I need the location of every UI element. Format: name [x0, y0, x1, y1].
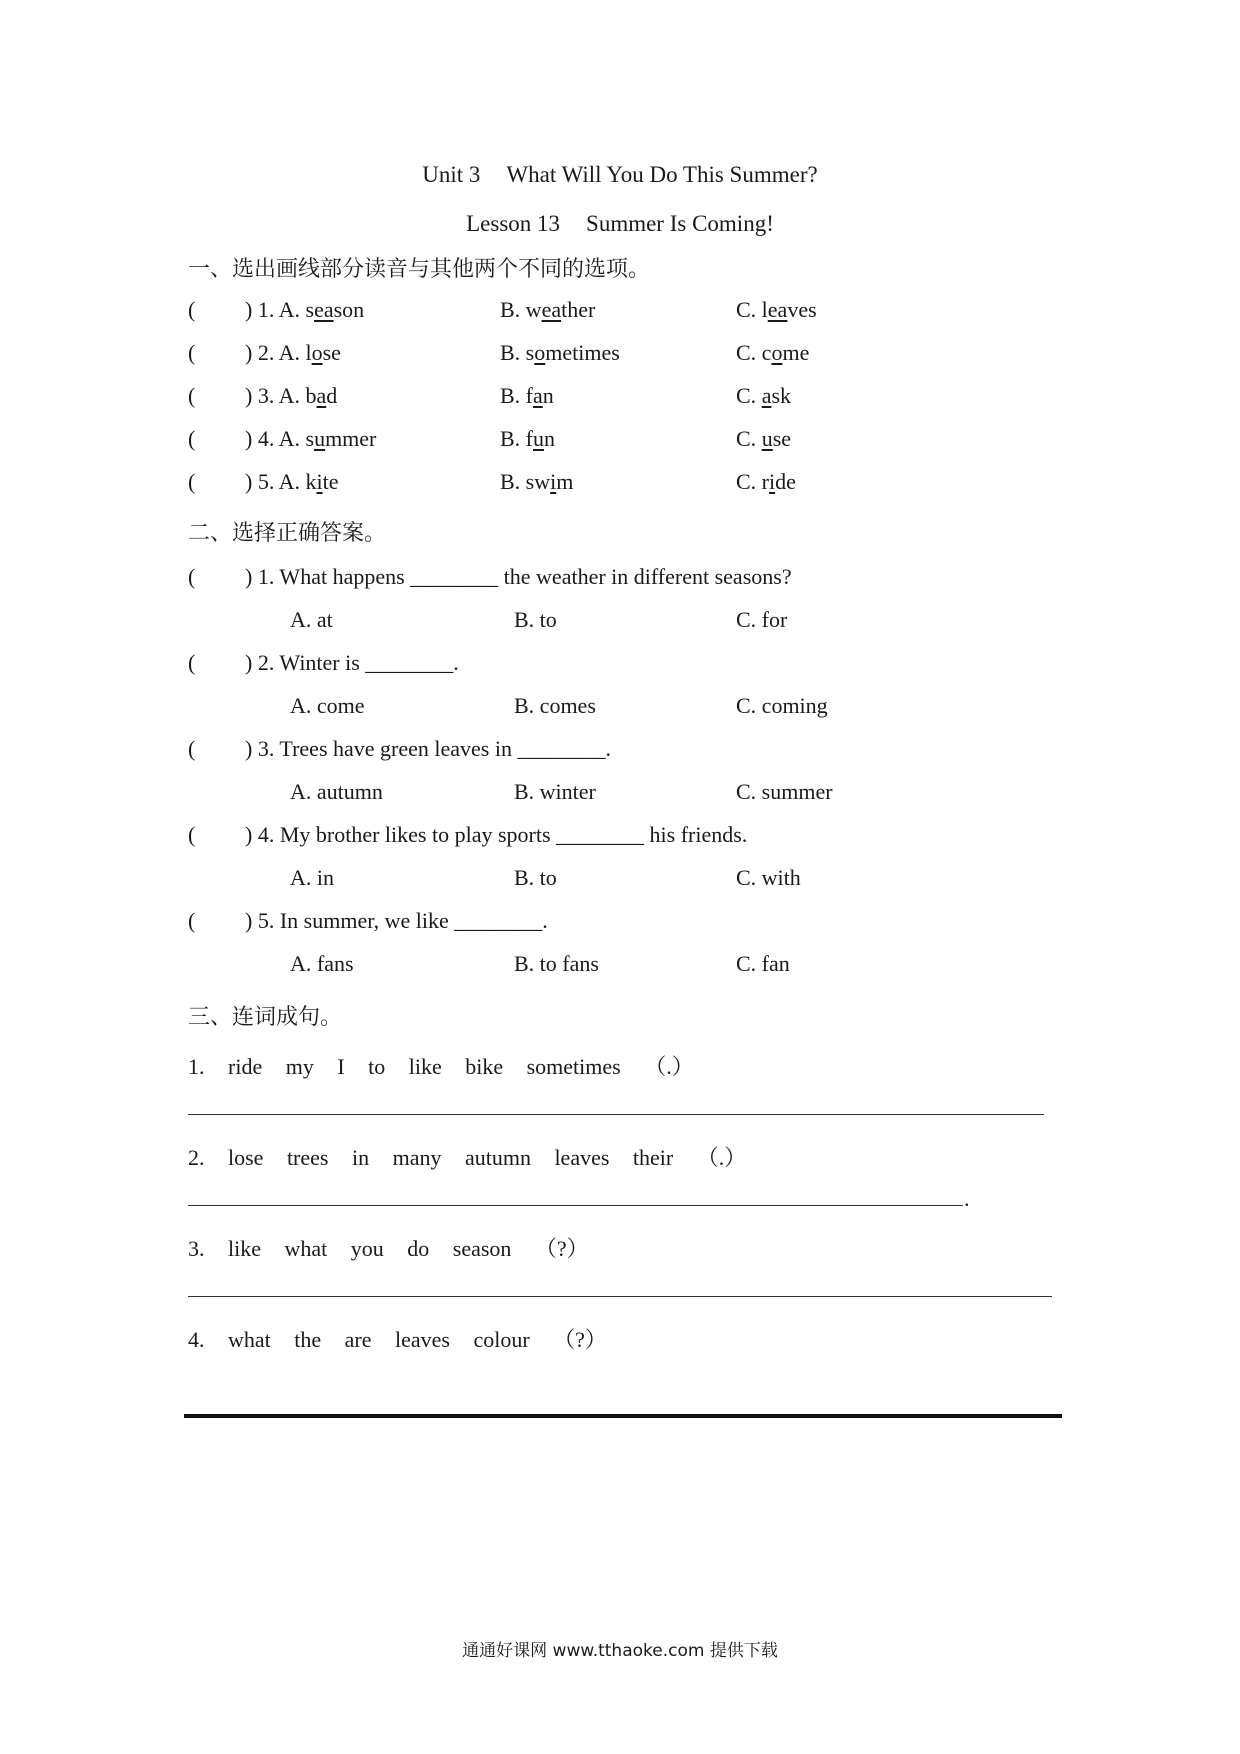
section3-item-1: 1. ride my I to like bike sometimes （.）: [188, 1054, 694, 1079]
lesson-title-text: Summer Is Coming!: [586, 211, 774, 236]
section3-item-4: 4. what the are leaves colour （?）: [188, 1327, 607, 1352]
choice-c: C. for: [736, 607, 788, 632]
answer-bracket[interactable]: (: [188, 383, 196, 408]
section2-item: [188, 736, 1088, 766]
option-c: C. ask: [736, 383, 792, 408]
item-number: ) 1. A. season: [245, 297, 365, 322]
option-c: C. come: [736, 340, 810, 365]
section3-heading: 三、连词成句。: [188, 1005, 343, 1030]
answer-choices: [188, 865, 1088, 895]
unit-prefix: Unit 3: [422, 162, 481, 187]
answer-choices: [188, 693, 1088, 723]
answer-line-3[interactable]: [188, 1296, 1052, 1297]
option-c: C. leaves: [736, 297, 817, 322]
choice-b: B. winter: [514, 779, 596, 804]
lesson-prefix: Lesson 13: [466, 211, 561, 236]
answer-line-2-period: .: [964, 1186, 970, 1211]
section3-item-3: 3. like what you do season （?）: [188, 1236, 589, 1261]
option-a: lose: [305, 340, 341, 365]
section1-item: [188, 383, 1088, 413]
option-b: B. sometimes: [500, 340, 620, 365]
choice-c: C. fan: [736, 951, 790, 976]
choice-a: A. in: [290, 865, 334, 890]
choice-a: A. autumn: [290, 779, 383, 804]
option-c: C. use: [736, 426, 792, 451]
section2-heading: 二、选择正确答案。: [188, 521, 387, 546]
answer-choices: [188, 951, 1088, 981]
answer-choices: [188, 607, 1088, 637]
option-a: kite: [305, 469, 339, 494]
answer-bracket[interactable]: (: [188, 297, 196, 322]
lesson-title: [0, 211, 1240, 237]
option-a: bad: [305, 383, 338, 408]
question-stem: ) 3. Trees have green leaves in ________.: [245, 736, 611, 761]
answer-bracket[interactable]: (: [188, 426, 196, 451]
section1-item: [188, 469, 1088, 499]
item-number: ) 4. A. summer: [245, 426, 377, 451]
choice-a: A. at: [290, 607, 333, 632]
choice-c: C. summer: [736, 779, 833, 804]
section3-item-2: 2. lose trees in many autumn leaves their （.）: [188, 1145, 747, 1170]
footer-credit: 通通好课网 www.tthaoke.com 提供下载: [462, 1641, 778, 1661]
question-stem: ) 1. What happens ________ the weather in different seasons?: [245, 564, 792, 589]
choice-c: C. with: [736, 865, 801, 890]
unit-title: [0, 162, 1240, 188]
section2-item: [188, 908, 1088, 938]
answer-line-1[interactable]: [188, 1114, 1044, 1115]
choice-b: B. comes: [514, 693, 596, 718]
answer-bracket[interactable]: (: [188, 908, 196, 933]
section1-item: [188, 426, 1088, 456]
question-stem: ) 2. Winter is ________.: [245, 650, 459, 675]
option-b: B. swim: [500, 469, 574, 494]
question-stem: ) 5. In summer, we like ________.: [245, 908, 548, 933]
answer-bracket[interactable]: (: [188, 469, 196, 494]
option-c: C. ride: [736, 469, 796, 494]
bottom-divider: [184, 1414, 1062, 1418]
option-a: summer: [305, 426, 377, 451]
section2-item: [188, 564, 1088, 594]
answer-line-2[interactable]: [188, 1205, 963, 1206]
choice-b: B. to fans: [514, 951, 599, 976]
answer-bracket[interactable]: (: [188, 564, 196, 589]
option-b: B. fan: [500, 383, 554, 408]
answer-choices: [188, 779, 1088, 809]
choice-a: A. come: [290, 693, 365, 718]
section1-item: [188, 297, 1088, 327]
choice-b: B. to: [514, 865, 557, 890]
option-b: B. fun: [500, 426, 555, 451]
answer-bracket[interactable]: (: [188, 736, 196, 761]
item-number: ) 2. A. lose: [245, 340, 341, 365]
choice-b: B. to: [514, 607, 557, 632]
section1-heading: 一、选出画线部分读音与其他两个不同的选项。: [188, 257, 651, 282]
question-stem: ) 4. My brother likes to play sports ________ his friends.: [245, 822, 748, 847]
choice-c: C. coming: [736, 693, 828, 718]
answer-bracket[interactable]: (: [188, 822, 196, 847]
item-number: ) 5. A. kite: [245, 469, 339, 494]
unit-title-text: What Will You Do This Summer?: [506, 162, 818, 187]
option-b: B. weather: [500, 297, 596, 322]
section2-item: [188, 822, 1088, 852]
answer-bracket[interactable]: (: [188, 650, 196, 675]
item-number: ) 3. A. bad: [245, 383, 338, 408]
choice-a: A. fans: [290, 951, 354, 976]
section2-item: [188, 650, 1088, 680]
section1-item: [188, 340, 1088, 370]
answer-bracket[interactable]: (: [188, 340, 196, 365]
option-a: season: [305, 297, 365, 322]
